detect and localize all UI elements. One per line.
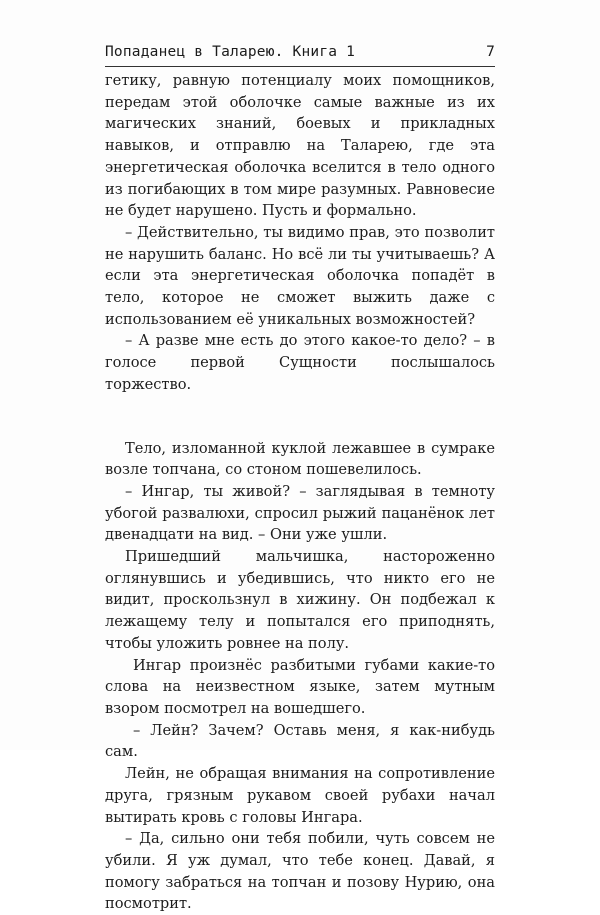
page-number: 7 <box>486 44 495 60</box>
paragraph-dialogue: – Ингар, ты живой? – заглядывая в темноту убогой развалюхи, спросил рыжий пацанёнок лет двенадцати на вид. – Они уже ушли. <box>105 482 495 544</box>
paragraph-continuation: гетику, равную потенциалу моих помощников, передам этой оболочке самые важные из их магических знаний, боевых и прикладных навыков, и отправлю на Таларею, где эта энергетическая оболочка вселится в тело одного из погибающих в том мире разумных. Равновесие не будет нарушено. Пусть и формально. <box>105 72 495 220</box>
running-header <box>105 40 495 64</box>
paragraph-dialogue: – Да, сильно они тебя побили, чуть совсем не убили. Я уж думал, что тебе конец. Давай, я помогу забраться на топчан и позову Нурию, она посмотрит. <box>105 830 495 913</box>
paragraph: Лейн, не обращая внимания на сопротивление друга, грязным рукавом своей рубахи начал вытирать кровь с головы Ингара. <box>105 765 495 826</box>
paragraph-dialogue: – Лейн? Зачем? Оставь меня, я как-нибудь сам. <box>105 721 495 761</box>
paragraph: Тело, изломанной куклой лежавшее в сумраке возле топчана, со стоном пошевелилось. <box>105 439 495 479</box>
paragraph: Ингар произнёс разбитыми губами какие-то слова на неизвестном языке, затем мутным взором посмотрел на вошедшего. <box>105 656 495 717</box>
running-title: Попаданец в Таларею. Книга 1 <box>105 44 356 60</box>
header-rule <box>105 66 495 67</box>
section-break <box>105 396 495 438</box>
paragraph-dialogue: – А разве мне есть до этого какое-то дело? – в голосе первой Сущности послышалось торжество. <box>105 332 495 393</box>
paragraph-dialogue: – Действительно, ты видимо прав, это позволит не нарушить баланс. Но всё ли ты учитываешь? А если эта энергетическая оболочка попадёт в тело, которое не сможет выжить даже с использованием её уникальных возможностей? <box>105 223 495 328</box>
paragraph: Пришедший мальчишка, настороженно оглянувшись и убедившись, что никто его не видит, проскользнул в хижину. Он подбежал к лежащему телу и попытался его приподнять, чтобы уложить ровнее на полу. <box>105 548 495 652</box>
body-text <box>105 70 495 915</box>
